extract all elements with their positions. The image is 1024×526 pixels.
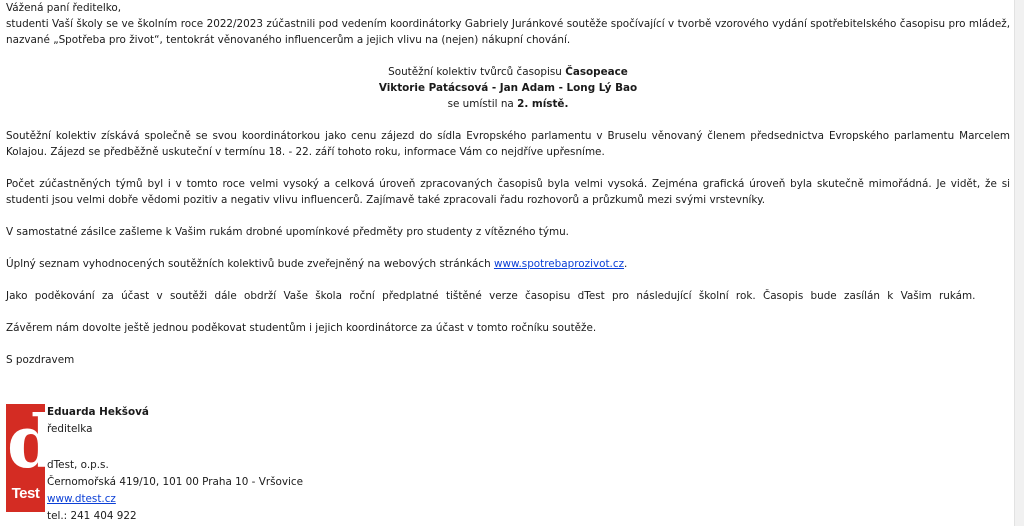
placement-prefix: se umístil na (447, 98, 518, 110)
dtest-logo (6, 399, 56, 512)
signature-text (47, 404, 303, 525)
results-paragraph (6, 256, 1010, 272)
team-line-prefix: Soutěžní kolektiv tvůrců časopisu (388, 66, 566, 78)
website-line (47, 491, 303, 508)
signature-spacer (47, 438, 303, 457)
email-signature (6, 399, 406, 522)
signer-title: ředitelka (47, 423, 93, 435)
closing-thanks: Závěrem nám dovolte ještě jednou poděkovat studentům i jejich koordinátorce za účast v tomto ročníku soutěže. (6, 322, 597, 334)
organization-address: Černomořská 419/10, 101 00 Praha 10 - Vršovice (47, 476, 304, 488)
team-line-magazine (6, 64, 1010, 80)
placement-value: 2. místě. (517, 98, 569, 110)
email-body (6, 0, 1010, 368)
team-announcement (6, 64, 1010, 112)
logo-letter: d (7, 399, 56, 484)
phone-number: tel.: 241 404 922 (47, 510, 137, 522)
gifts-paragraph: V samostatné zásilce zašleme k Vašim rukám drobné upomínkové předměty pro studenty z vítězného týmu. (6, 226, 569, 238)
intro-paragraph: studenti Vaší školy se ve školním roce 2022/2023 zúčastnili pod vedením koordinátorky Gabriely Juránkové soutěže spočívající v tvorbě vzorového vydání spotřebitelského časopisu pro mládež, nazvané „Spotřeba pro život“, tentokrát věnovaného influencerům a jejich vlivu na (nejen) nákupní chování. (6, 18, 1010, 46)
organization-name: dTest, o.p.s. (47, 459, 109, 471)
quality-paragraph: Počet zúčastněných týmů byl i v tomto roce velmi vysoký a celková úroveň zpracovaných časopisů byla velmi vysoká. Zejména grafická úroveň byla skutečně mimořádná. Je vidět, že si studenti jsou velmi dobře vědomi pozitiv a negativ vlivu influencerů. Zajímavě také zpracovali řadu rozhovorů a průzkumů mezi svými vrstevníky. (6, 178, 1010, 206)
logo-word: Test (11, 485, 40, 502)
team-placement (6, 96, 1010, 112)
team-members: Viktorie Patácsová - Jan Adam - Long Lý Bao (378, 82, 638, 94)
prize-paragraph: Soutěžní kolektiv získává společně se svou koordinátorkou jako cenu zájezd do sídla Evropského parlamentu v Bruselu věnovaný členem předsednictva Evropského parlamentu Marcelem Kolajou. Zájezd se předběžně uskuteční v termínu 18. - 22. září tohoto roku, informace Vám co nejdříve upřesníme. (6, 130, 1010, 158)
magazine-name: Časopeace (565, 66, 628, 78)
signer-name: Eduarda Hekšová (47, 406, 149, 418)
vertical-scrollbar[interactable] (1014, 0, 1024, 526)
greeting: Vážená paní ředitelko, (6, 2, 122, 14)
results-suffix: . (624, 258, 628, 270)
website-link[interactable]: www.dtest.cz (47, 493, 116, 505)
subscription-paragraph: Jako poděkování za účast v soutěži dále obdrží Vaše škola roční předplatné tištěné verze časopisu dTest pro následující školní rok. Časopis bude zasílán k Vašim rukám. (6, 290, 976, 302)
results-link[interactable]: www.spotrebaprozivot.cz (493, 258, 625, 270)
regards: S pozdravem (6, 354, 75, 366)
results-text: Úplný seznam vyhodnocených soutěžních kolektivů bude zveřejněný na webových stránkách (6, 258, 494, 270)
